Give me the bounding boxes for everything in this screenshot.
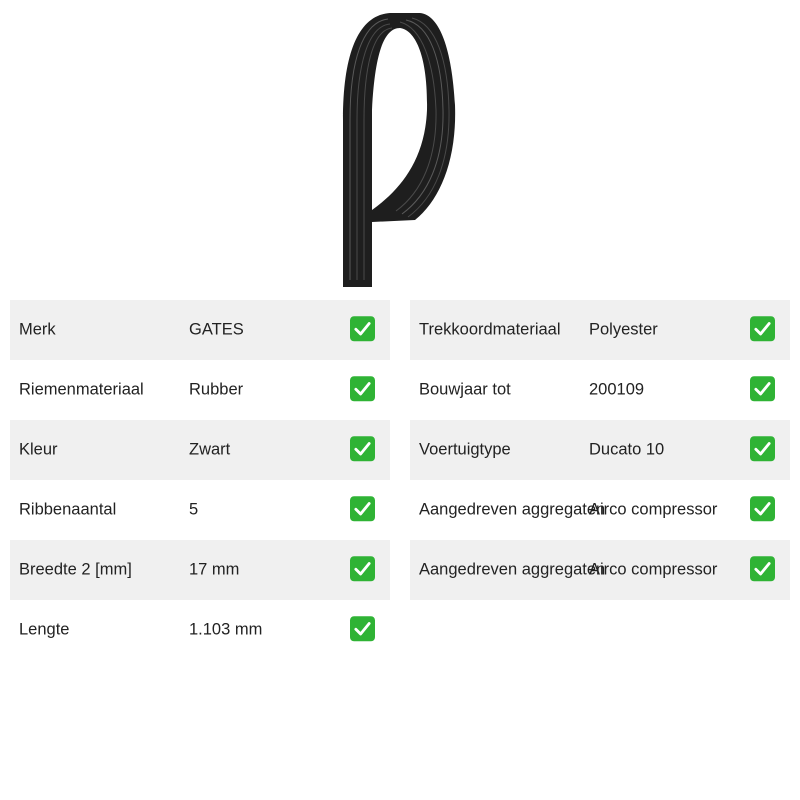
spec-row-ribbenaantal <box>10 480 390 540</box>
spec-value: 5 <box>189 500 199 519</box>
spec-value: Zwart <box>189 440 231 459</box>
spec-label: Lengte <box>19 620 70 639</box>
spec-table-right <box>410 300 790 600</box>
spec-value: Airco compressor <box>589 560 718 579</box>
spec-row-riemenmateriaal <box>10 360 390 420</box>
check-mark-icon <box>350 556 375 581</box>
spec-row-bouwjaar-tot <box>410 360 790 420</box>
spec-row-aangedreven-aggregaten <box>410 540 790 600</box>
spec-table-left <box>10 300 390 660</box>
check-mark-icon <box>350 376 375 401</box>
spec-row-trekkoordmateriaal <box>410 300 790 360</box>
spec-label: Aangedreven aggregaten <box>419 500 606 519</box>
check-mark-icon <box>350 436 375 461</box>
check-mark-icon <box>750 316 775 341</box>
spec-label: Aangedreven aggregaten <box>419 560 606 579</box>
spec-label: Trekkoordmateriaal <box>419 320 561 339</box>
spec-value: 200109 <box>589 380 645 399</box>
spec-value: Ducato 10 <box>589 440 665 459</box>
spec-row-merk <box>10 300 390 360</box>
spec-label: Breedte 2 [mm] <box>19 560 132 579</box>
check-mark-icon <box>750 556 775 581</box>
spec-label: Merk <box>19 320 56 339</box>
spec-value: GATES <box>189 320 244 339</box>
spec-value: Rubber <box>189 380 244 399</box>
spec-label: Ribbenaantal <box>19 500 117 519</box>
check-mark-icon <box>350 616 375 641</box>
v-ribbed-belt-image <box>330 10 470 290</box>
spec-value: 17 mm <box>189 560 240 579</box>
check-mark-icon <box>750 376 775 401</box>
check-mark-icon <box>750 496 775 521</box>
spec-label: Bouwjaar tot <box>419 380 511 399</box>
spec-row-kleur <box>10 420 390 480</box>
check-mark-icon <box>350 316 375 341</box>
check-mark-icon <box>750 436 775 461</box>
spec-value: Polyester <box>589 320 658 339</box>
spec-row-lengte <box>10 600 390 660</box>
spec-row-breedte <box>10 540 390 600</box>
spec-row-aangedreven-aggregaten <box>410 480 790 540</box>
spec-value: Airco compressor <box>589 500 718 519</box>
spec-label: Voertuigtype <box>419 440 511 459</box>
spec-row-voertuigtype <box>410 420 790 480</box>
spec-value: 1.103 mm <box>189 620 263 639</box>
check-mark-icon <box>350 496 375 521</box>
spec-label: Kleur <box>19 440 58 459</box>
spec-label: Riemenmateriaal <box>19 380 144 399</box>
